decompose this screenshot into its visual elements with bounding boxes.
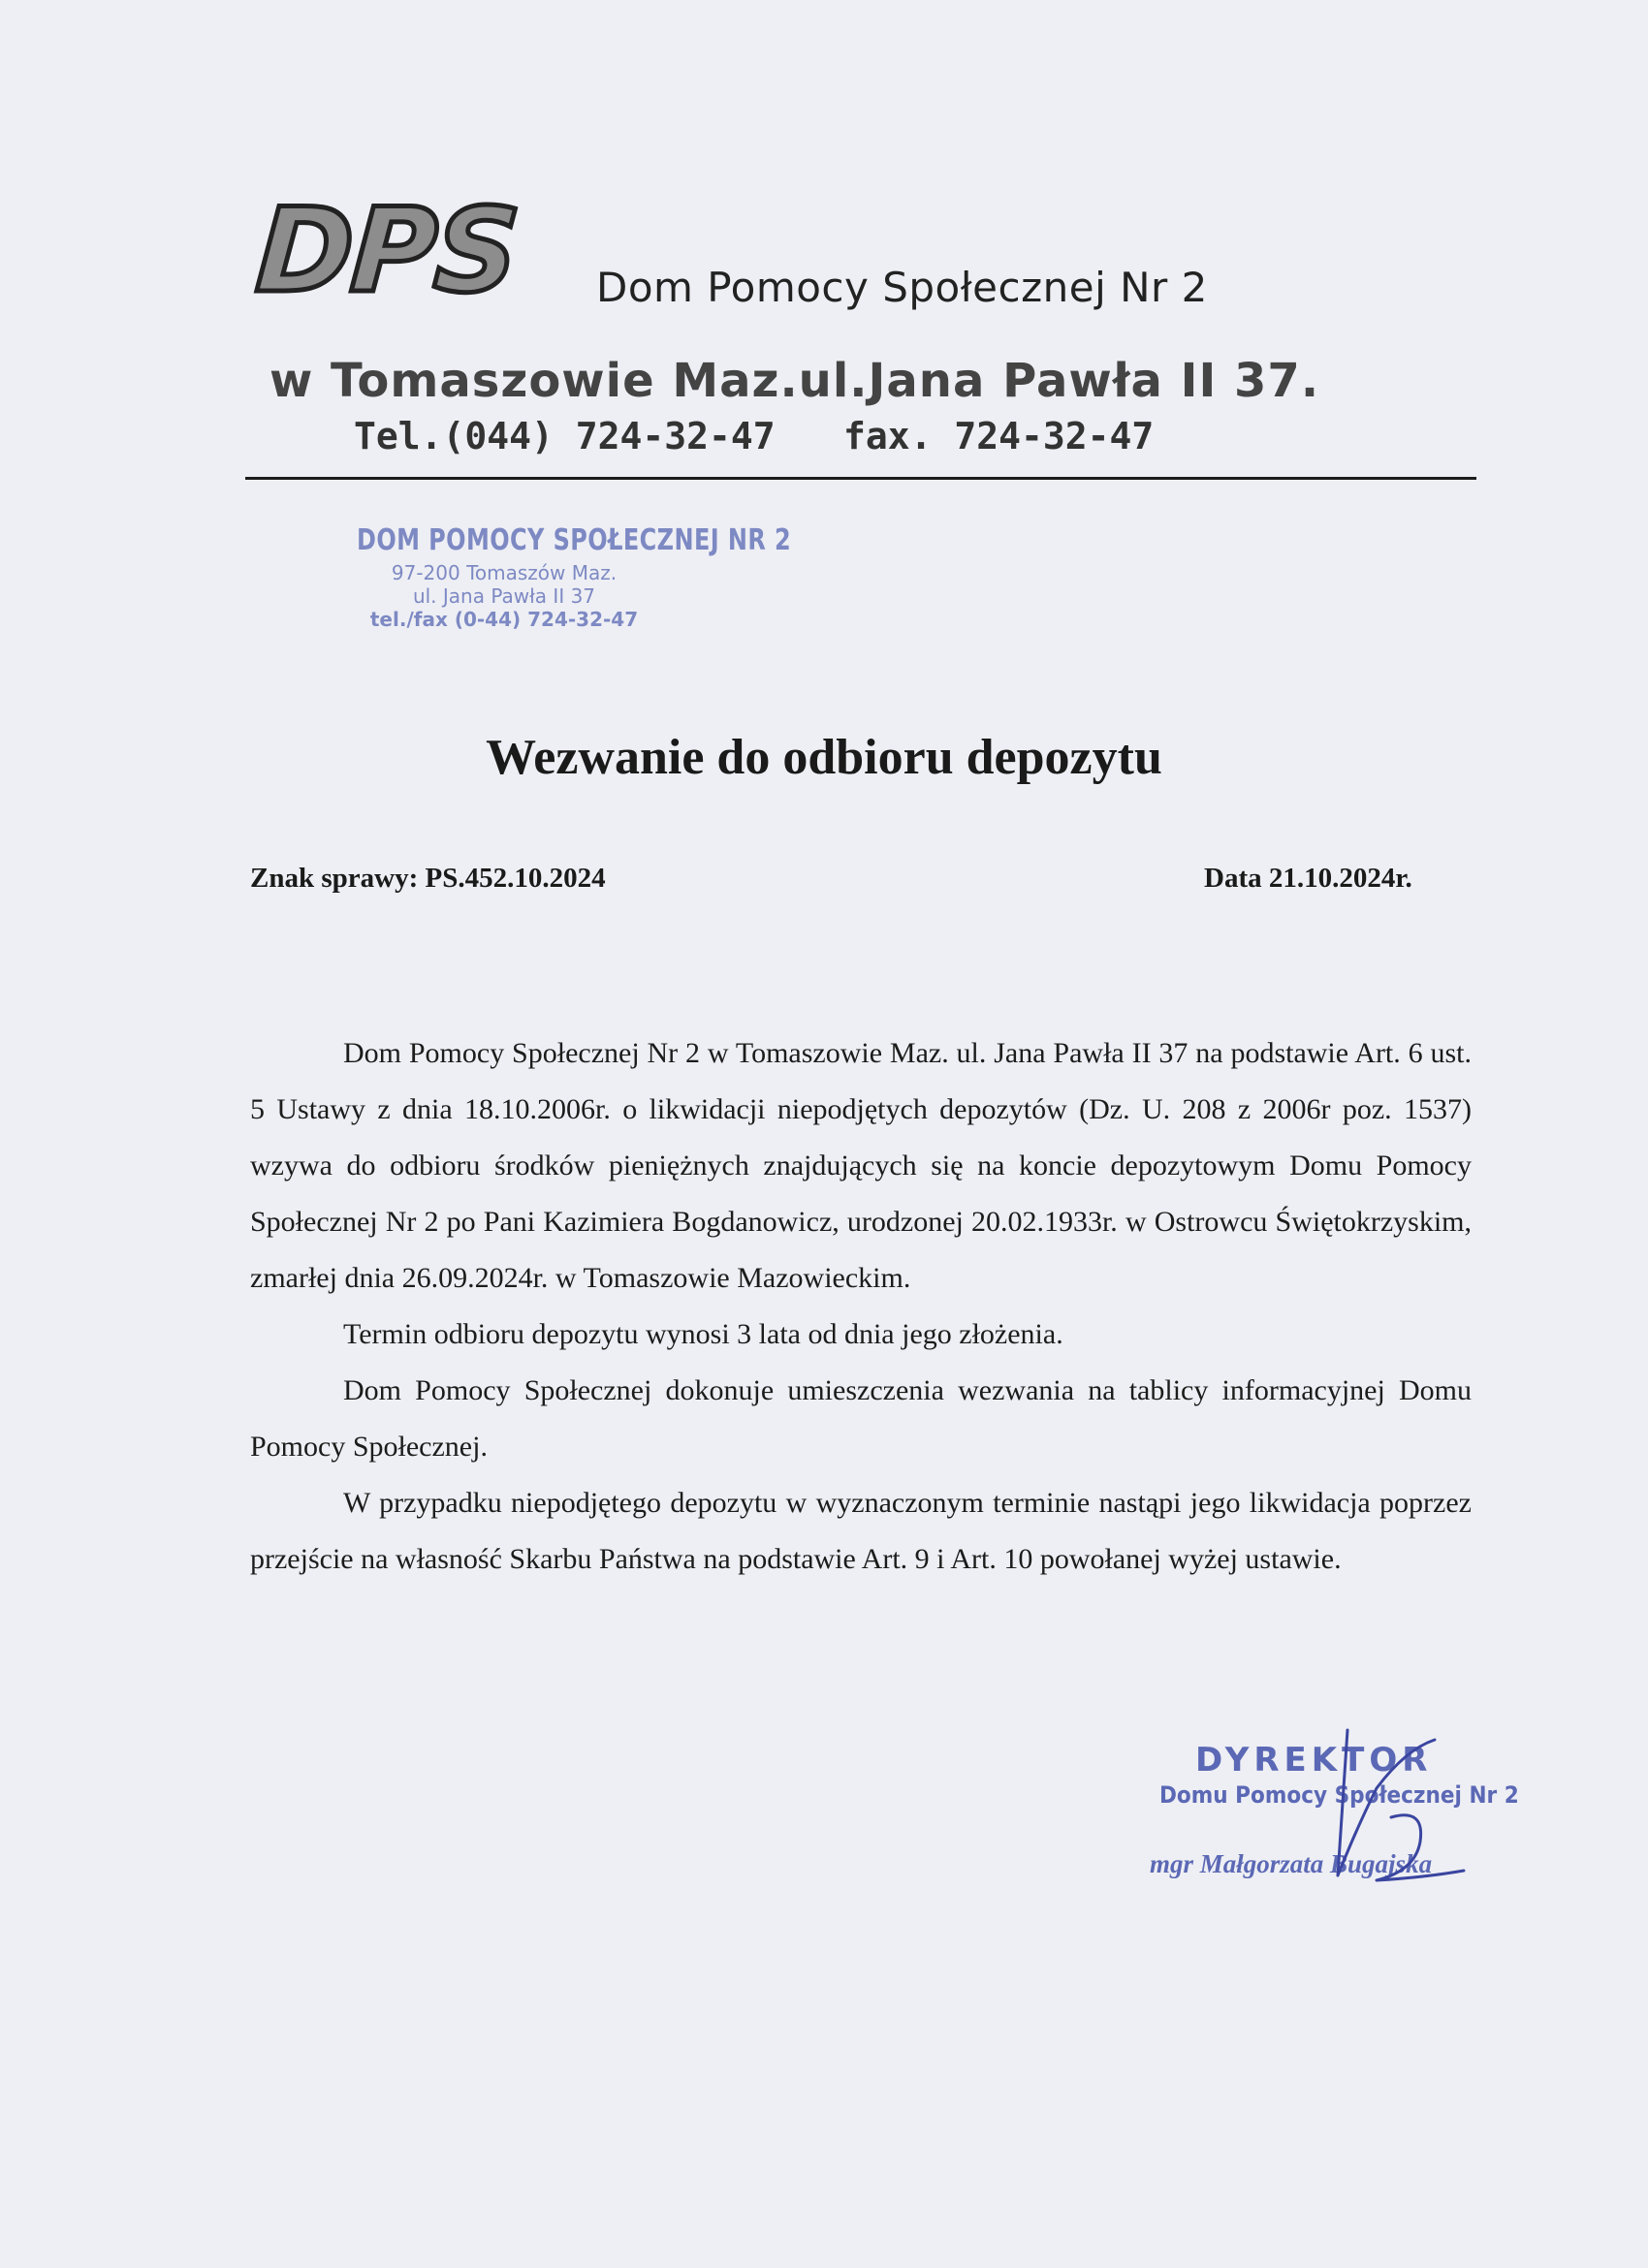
handwritten-signature xyxy=(1318,1711,1474,1905)
document-title: Wezwanie do odbioru depozytu xyxy=(486,730,1162,785)
document-date: Data 21.10.2024r. xyxy=(1204,863,1412,894)
stamp-line-city: 97-200 Tomaszów Maz. xyxy=(391,561,618,584)
institution-stamp xyxy=(320,523,792,631)
body-paragraph-1: Dom Pomocy Społecznej Nr 2 w Tomaszowie Maz. ul. Jana Pawła II 37 na podstawie Art. 6 ust. 5 Ustawy z dnia 18.10.2006r. o likwidacji niepodjętych depozytów (Dz. U. 208 z 2006r poz. 1537) wzywa do odbioru środków pieniężnych znajdujących się na koncie depozytowym Domu Pomocy Społecznej Nr 2 po Pani Kazimiera Bogdanowicz, urodzonej 20.02.1933r. w Ostrowcu Świętokrzyskim, zmarłej dnia 26.09.2024r. w Tomaszowie Mazowieckim. xyxy=(250,1037,1472,1294)
stamp-line-street: ul. Jana Pawła II 37 xyxy=(412,584,596,608)
signatory-title: DYREKTOR xyxy=(1195,1741,1433,1780)
signatory-org: Domu Pomocy Społecznej Nr 2 xyxy=(1159,1781,1519,1809)
body-paragraph-2: Termin odbioru depozytu wynosi 3 lata od dnia jego złożenia. xyxy=(343,1318,1063,1350)
stamp-line-phone: tel./fax (0-44) 724-32-47 xyxy=(369,608,639,631)
fax-number: fax. 724-32-47 xyxy=(843,415,1155,457)
org-address: w Tomaszowie Maz.ul.Jana Pawła II 37. xyxy=(269,354,1320,408)
signatory-name: mgr Małgorzata Bugajska xyxy=(1150,1849,1433,1878)
case-reference: Znak sprawy: PS.452.10.2024 xyxy=(250,863,606,894)
stamp-line-name: DOM POMOCY SPOŁECZNEJ NR 2 xyxy=(357,523,792,557)
phone-number: Tel.(044) 724-32-47 xyxy=(354,415,776,457)
org-name: Dom Pomocy Społecznej Nr 2 xyxy=(596,264,1208,311)
header-divider xyxy=(245,477,1476,480)
document-body xyxy=(250,1025,1472,1588)
body-paragraph-3: Dom Pomocy Społecznej dokonuje umieszczenia wezwania na tablicy informacyjnej Domu Pomocy Społecznej. xyxy=(250,1374,1472,1463)
logo: DPS xyxy=(252,184,522,319)
body-paragraph-4: W przypadku niepodjętego depozytu w wyznaczonym terminie nastąpi jego likwidacja poprzez przejście na własność Skarbu Państwa na podstawie Art. 9 i Art. 10 powołanej wyżej ustawie. xyxy=(250,1487,1472,1575)
